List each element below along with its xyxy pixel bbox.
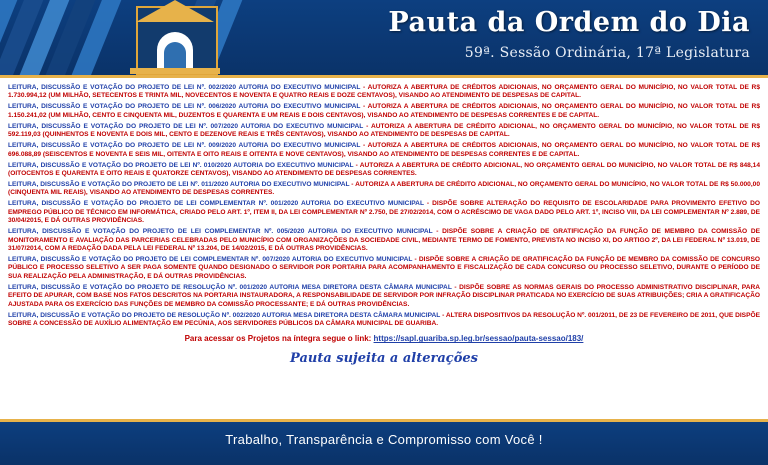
page-title: Pauta da Ordem do Dia: [388, 7, 750, 38]
agenda-item-body: - AUTORIZA A ABERTURA DE CRÉDITO ADICIONAL, NO ORÇAMENTO GERAL DO MUNICÍPIO, NO VALOR TOTAL DE R$ 848,14 (OITOCENTOS E QUARENTA E OITO REAIS E QUATORZE CENTAVOS), VISANDO AO ATENDIMENTO DE DESPESAS CORRENTES.: [8, 161, 760, 177]
document-header: [0, 0, 768, 78]
agenda-item: [8, 142, 760, 159]
agenda-item: [8, 312, 760, 329]
agenda-list: [0, 78, 768, 398]
agenda-item-body: - AUTORIZA A ABERTURA DE CRÉDITOS ADICIONAIS, NO ORÇAMENTO GERAL DO MUNICÍPIO, NO VALOR TOTAL DE R$ 1.730.994,12 (UM MILHÃO, SETECENTOS E TRINTA MIL, NOVECENTOS E NOVENTA E QUATRO REAIS E DOZE CENTAVOS), VISANDO AO ATENDIMENTO DE DESPESAS DE CAPITAL.: [8, 84, 760, 100]
agenda-item: [8, 123, 760, 140]
agenda-item-body: - AUTORIZA A ABERTURA DE CRÉDITOS ADICIONAIS, NO ORÇAMENTO GERAL DO MUNICÍPIO, NO VALOR TOTAL DE R$ 1.150.241,02 (UM MILHÃO, CENTO E CINQUENTA MIL, DUZENTOS E QUARENTA E UM REAIS E DOIS CENTAVOS), VISANDO AO ATENDIMENTO DE DESPESAS CORRENTES E DE CAPITAL.: [8, 103, 760, 119]
agenda-item-lead: LEITURA, DISCUSSÃO E VOTAÇÃO DO PROJETO DE LEI Nº. 006/2020 AUTORIA DO EXECUTIVO MUNICIPAL: [8, 103, 361, 111]
agenda-item-body: - DISPÕE SOBRE ALTERAÇÃO DO REQUISITO DE ESCOLARIDADE PARA PROVIMENTO EFETIVO DO EMPREGO PÚBLICO DE TÉCNICO EM INFORMÁTICA, CRIADO PELO ART. 1º, ITEM II, DA LEI COMPLEMENTAR Nº 2.750, DE 27/02/2014, COM O ACRÉSCIMO DE VAGA DADO PELO ART. 1º, INCISO VIII, DA LEI COMPLEMENTAR Nº 2.889, DE 30/04/2015, E DÁ OUTRAS PROVIDÊNCIAS.: [8, 200, 760, 225]
subject-to-change-notice: Pauta sujeita a alterações: [290, 351, 478, 367]
agenda-item-lead: LEITURA, DISCUSSÃO E VOTAÇÃO DO PROJETO DE LEI Nº. 002/2020 AUTORIA DO EXECUTIVO MUNICIPAL: [8, 84, 361, 91]
header-text-block: [388, 8, 750, 61]
agenda-item-lead: LEITURA, DISCUSSÃO E VOTAÇÃO DO PROJETO DE LEI COMPLEMENTAR Nº. 001/2020 AUTORIA DO EXECUTIVO MUNICIPAL: [8, 200, 424, 208]
agenda-item: [8, 84, 760, 101]
camara-municipal-guariba-logo: [128, 2, 224, 76]
projects-link[interactable]: https://sapl.guariba.sp.leg.br/sessao/pauta-sessao/183/: [373, 334, 584, 344]
agenda-item: [8, 181, 760, 198]
projects-link-line: [8, 334, 760, 343]
agenda-item-lead: LEITURA, DISCUSSÃO E VOTAÇÃO DO PROJETO DE LEI COMPLEMENTAR Nº. 005/2020 AUTORIA DO EXECUTIVO MUNICIPAL: [8, 228, 433, 236]
agenda-item-lead: LEITURA, DISCUSSÃO E VOTAÇÃO DO PROJETO DE LEI Nº. 009/2020 AUTORIA DO EXECUTIVO MUNICIPAL: [8, 142, 361, 150]
agenda-item-lead: LEITURA, DISCUSSÃO E VOTAÇÃO DO PROJETO DE RESOLUÇÃO Nº. 001/2020 AUTORIA MESA DIRETORA DESTA CÂMARA MUNICIPAL: [8, 283, 452, 291]
agenda-item-body: - DISPÕE SOBRE AS NORMAS GERAIS DO PROCESSO ADMINISTRATIVO DISCIPLINAR, PARA EFEITO DE APURAR, COM BASE NOS FATOS DESCRITOS NA PORTARIA INSTAURADORA, A RESPONSABILIDADE DE SERVIDOR POR INFRAÇÃO DISCIPLINAR PRATICADA NO EXERCÍCIO DE SUAS ATRIBUIÇÕES; CRIA A GRATIFICAÇÃO AJUSTADA PARA OS EXERCÍCIO DAS FUNÇÕES DE MEMBRO DA COMISSÃO PROCESSANTE; E DÁ OUTRAS PROVIDÊNCIAS.: [8, 283, 760, 308]
agenda-item-body: - AUTORIZA A ABERTURA DE CRÉDITO ADICIONAL, NO ORÇAMENTO GERAL DO MUNICÍPIO, NO VALOR TOTAL DE R$ 50.000,00 (CINQUENTA MIL REAIS), VISANDO AO ATENDIMENTO DE DESPESAS CORRENTES.: [8, 180, 760, 197]
document-footer: [0, 419, 768, 465]
session-subtitle: 59ª. Sessão Ordinária, 17ª Legislatura: [464, 44, 750, 61]
agenda-item: [8, 256, 760, 281]
agenda-item-body: - ALTERA DISPOSITIVOS DA RESOLUÇÃO Nº. 001/2011, DE 23 DE FEVEREIRO DE 2011, QUE DISPÕE SOBRE A CONCESSÃO DE AUXÍLIO ALIMENTAÇÃO EM PECÚNIA, AOS SERVIDORES PÚBLICOS DA CÂMARA MUNICIPAL DE GUARIBA.: [8, 311, 761, 327]
agenda-item-body: - AUTORIZA A ABERTURA DE CRÉDITO ADICIONAL, NO ORÇAMENTO GERAL DO MUNICÍPIO, NO VALOR TOTAL DE R$ 592.119,03 (QUINHENTOS E NOVENTA E DOIS MIL, CENTO E DEZENOVE REAIS E TRÊS CENTAVOS), VISANDO AO ATENDIMENTO DE DESPESAS DE CAPITAL.: [8, 122, 760, 139]
agenda-item-lead: LEITURA, DISCUSSÃO E VOTAÇÃO DO PROJETO DE RESOLUÇÃO Nº. 002/2020 AUTORIA MESA DIRETORA DESTA CÂMARA MUNICIPAL: [8, 311, 441, 319]
footer-gold-rule: [0, 419, 768, 422]
footer-slogan: Trabalho, Transparência e Compromisso com Você !: [225, 432, 543, 447]
agenda-item-body: - DISPÕE SOBRE A CRIAÇÃO DE GRATIFICAÇÃO DA FUNÇÃO DE MEMBRO DA COMISSÃO DE CONCURSO PÚBLICO E PROCESSO SELETIVO A SER PAGA SOMENTE QUANDO DESIGNADO O SERVIDOR POR PORTARIA PARA ACOMPANHAMENTO E FISCALIZAÇÃO DE CADA CONCURSO OU PROCESSO SELETIVO, DURANTE O PERÍODO DE SUA REALIZAÇÃO PELA ADMINISTRAÇÃO, E DÁ OUTRAS PROVIDÊNCIAS.: [8, 255, 760, 280]
link-prefix: Para acessar os Projetos na íntegra segue o link:: [184, 334, 374, 344]
agenda-item-lead: LEITURA, DISCUSSÃO E VOTAÇÃO DO PROJETO DE LEI Nº. 007/2020 AUTORIA DO EXECUTIVO MUNICIPAL: [8, 122, 364, 130]
agenda-item-body: - DISPÕE SOBRE A CRIAÇÃO DE GRATIFICAÇÃO DA FUNÇÃO DE MEMBRO DA COMISSÃO DE MONITORAMENTO E AVALIAÇÃO DAS PARCERIAS CELEBRADAS PELO MUNICÍPIO COM ORGANIZAÇÕES DA SOCIEDADE CIVIL, MEDIANTE TERMO DE FOMENTO, PREVISTA NO INCISO XI, DO ARTIGO 2º, DA LEI FEDERAL Nº 13.019, DE 31/07/2014, COM A REDAÇÃO DADA PELA LEI FEDERAL Nº 13.204, DE 14/02/2015, E DÁ OUTRAS PROVIDÊNCIAS.: [8, 228, 760, 252]
agenda-item: [8, 103, 760, 120]
agenda-item: [8, 228, 760, 253]
agenda-item: [8, 200, 760, 225]
agenda-item-lead: LEITURA, DISCUSSÃO E VOTAÇÃO DO PROJETO DE LEI COMPLEMENTAR Nº. 007/2020 AUTORIA DO EXECUTIVO MUNICIPAL: [8, 255, 413, 263]
agenda-item: [8, 162, 760, 179]
agenda-item: [8, 284, 760, 309]
agenda-item-lead: LEITURA, DISCUSSÃO E VOTAÇÃO DO PROJETO DE LEI Nº. 011/2020 AUTORIA DO EXECUTIVO MUNICIPAL: [8, 180, 350, 188]
agenda-item-lead: LEITURA, DISCUSSÃO E VOTAÇÃO DO PROJETO DE LEI Nº. 010/2020 AUTORIA DO EXECUTIVO MUNICIPAL: [8, 161, 354, 169]
agenda-item-body: - AUTORIZA A ABERTURA DE CRÉDITOS ADICIONAIS, NO ORÇAMENTO GERAL DO MUNICÍPIO, NO VALOR TOTAL DE R$ 696.088,89 (SEISCENTOS E NOVENTA E SEIS MIL, OITENTA E OITO REAIS E OITENTA E NOVE CENTAVOS), VISANDO AO ATENDIMENTO DE DESPESAS CORRENTES E DE CAPITAL.: [8, 142, 760, 158]
